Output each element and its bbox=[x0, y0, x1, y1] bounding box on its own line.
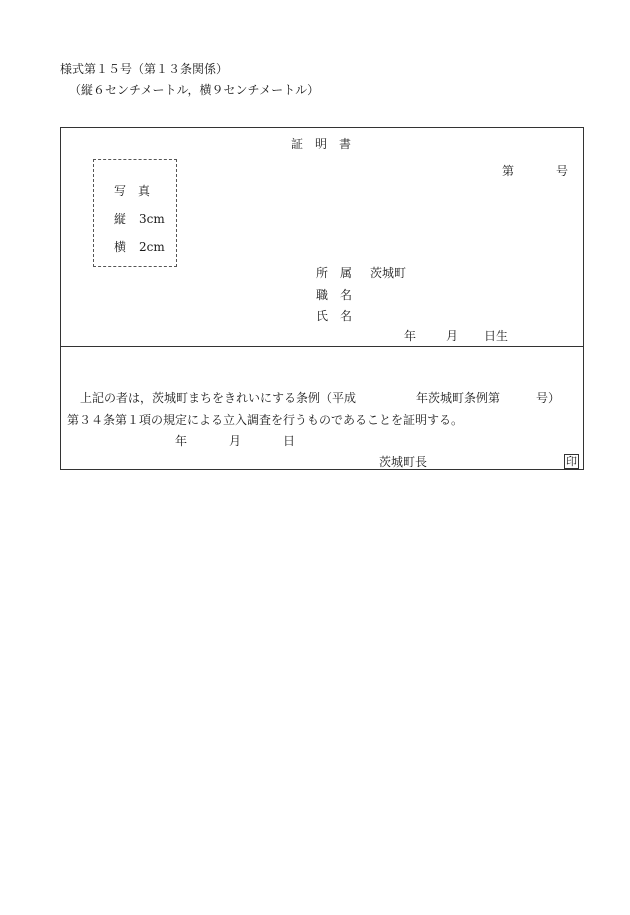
form-number: 様式第１５号（第１３条関係） bbox=[60, 62, 229, 76]
position-label: 職 名 bbox=[316, 288, 353, 302]
photo-width-value: 2cm bbox=[139, 240, 165, 254]
number-prefix: 第 bbox=[502, 164, 515, 178]
issue-year: 年 bbox=[175, 434, 188, 448]
seal-mark: 印 bbox=[566, 455, 577, 468]
birth-month: 月 bbox=[446, 329, 459, 343]
body-line-1a: 上記の者は，茨城町まちをきれいにする条例（平成 bbox=[80, 391, 357, 405]
photo-height-label: 縦 bbox=[114, 212, 127, 226]
affiliation-label: 所 属 bbox=[316, 266, 353, 280]
photo-label: 写 真 bbox=[114, 184, 151, 198]
birth-year: 年 bbox=[404, 329, 417, 343]
photo-placeholder bbox=[93, 159, 177, 267]
photo-width-label: 横 bbox=[114, 240, 127, 254]
affiliation-value: 茨城町 bbox=[370, 266, 407, 280]
issue-day: 日 bbox=[283, 434, 296, 448]
body-line-1b: 年茨城町条例第 bbox=[416, 391, 501, 405]
body-line-2: 第３４条第１項の規定による立入調査を行うものであることを証明する。 bbox=[67, 413, 464, 427]
number-suffix: 号 bbox=[556, 164, 569, 178]
issue-month: 月 bbox=[229, 434, 242, 448]
issuer: 茨城町長 bbox=[379, 455, 428, 469]
certificate-form bbox=[60, 127, 584, 470]
body-line-1c: 号） bbox=[536, 391, 561, 405]
certificate-title: 証 明 書 bbox=[291, 137, 352, 151]
name-label: 氏 名 bbox=[316, 309, 353, 323]
birth-day: 日生 bbox=[484, 329, 509, 343]
photo-height-value: 3cm bbox=[139, 212, 165, 226]
section-divider bbox=[61, 346, 583, 347]
size-note: （縦６センチメートル，横９センチメートル） bbox=[69, 83, 320, 97]
